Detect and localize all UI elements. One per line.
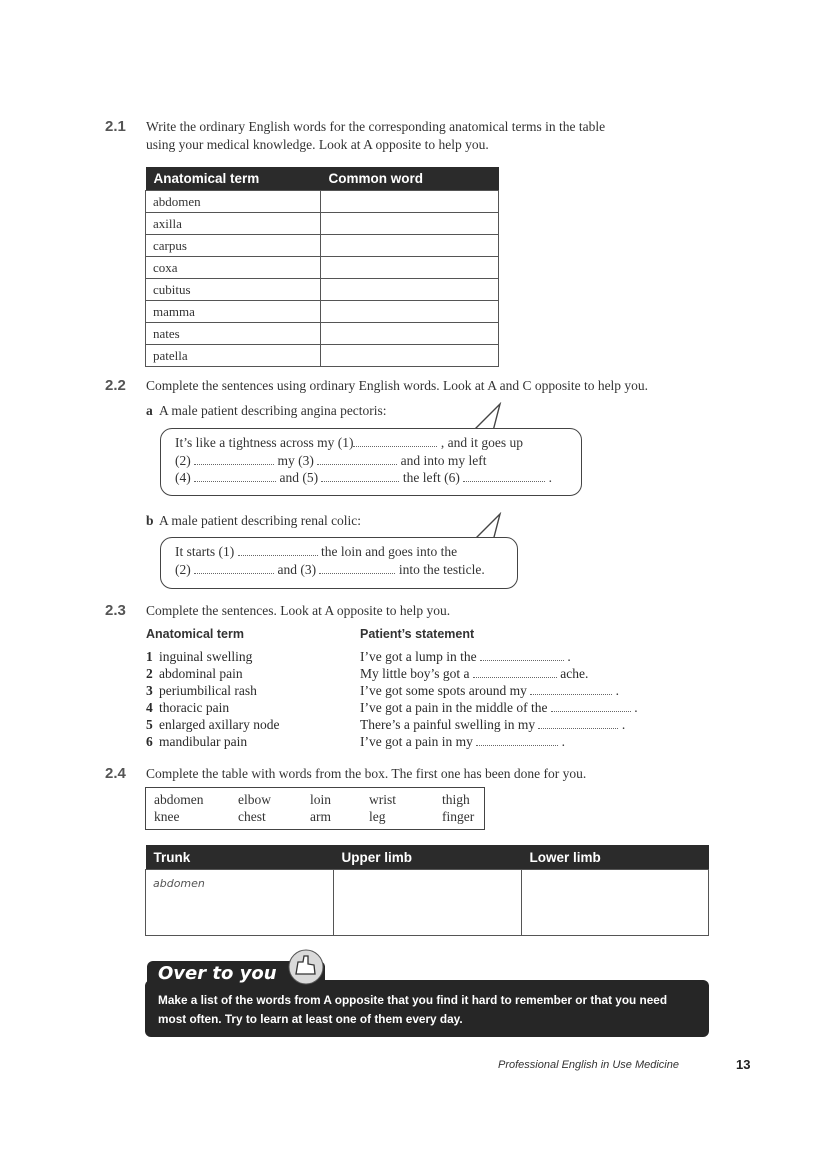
answer-cell[interactable]	[321, 323, 499, 345]
term-text: abdominal pain	[159, 666, 243, 681]
answer-cell[interactable]	[321, 235, 499, 257]
pointing-hand-icon	[286, 948, 326, 986]
table-row	[146, 257, 499, 279]
answer-blank[interactable]	[238, 544, 318, 556]
term-cell: coxa	[146, 257, 321, 279]
table-header: Trunk	[146, 845, 334, 870]
item-text: A male patient describing angina pectoris:	[159, 403, 387, 418]
exercise-number: 2.2	[105, 377, 126, 394]
statement: There’s a painful swelling in my .	[360, 717, 626, 732]
anatomical-terms-table	[145, 167, 499, 367]
instruction-line: Complete the sentences using ordinary English words. Look at A and C opposite to help you.	[146, 378, 649, 393]
list-item: 1 inguinal swelling I’ve got a lump in the .	[146, 649, 571, 664]
bubble-text: .	[548, 470, 552, 485]
box-word: knee	[154, 809, 180, 824]
statement: My little boy’s got a ache.	[360, 666, 589, 681]
statement: I’ve got some spots around my .	[360, 683, 619, 698]
box-word: arm	[310, 809, 331, 824]
column-heading: Anatomical term	[146, 627, 244, 641]
table-row	[146, 213, 499, 235]
answer-cell[interactable]	[321, 213, 499, 235]
box-word: wrist	[369, 792, 396, 807]
bubble-line	[175, 544, 457, 560]
speech-bubble	[160, 537, 518, 589]
term-cell: cubitus	[146, 279, 321, 301]
answer-cell[interactable]	[146, 870, 334, 936]
bubble-line	[175, 453, 486, 469]
answer-blank[interactable]	[194, 453, 274, 465]
bubble-text: (4)	[175, 470, 191, 485]
item-label: a	[146, 403, 153, 418]
column-heading: Patient’s statement	[360, 627, 475, 641]
list-item: 5 enlarged axillary node There’s a painful swelling in my .	[146, 717, 626, 732]
statement: I’ve got a pain in the middle of the .	[360, 700, 638, 715]
matching-list	[146, 649, 706, 751]
page-number: 13	[736, 1057, 751, 1072]
word-box	[145, 787, 485, 830]
speech-bubble	[160, 428, 582, 496]
answer-blank[interactable]	[530, 683, 612, 695]
exercise-number: 2.1	[105, 118, 126, 135]
box-word: abdomen	[154, 792, 204, 807]
term-text: thoracic pain	[159, 700, 230, 715]
answer-blank[interactable]	[317, 453, 397, 465]
answer-blank[interactable]	[463, 470, 545, 482]
over-to-you-title: Over to you	[158, 963, 277, 984]
statement: I’ve got a lump in the .	[360, 649, 571, 664]
bubble-text: It’s like a tightness across my (1)	[175, 435, 354, 450]
list-item: 4 thoracic pain I’ve got a pain in the middle of the .	[146, 700, 638, 715]
table-header: Common word	[321, 167, 499, 191]
bubble-text: and (3)	[277, 562, 317, 577]
bubble-text: (2)	[175, 562, 191, 577]
table-row	[146, 191, 499, 213]
statement: I’ve got a pain in my .	[360, 734, 565, 749]
bubble-text: (2)	[175, 453, 191, 468]
table-row	[146, 301, 499, 323]
list-item: 6 mandibular pain I’ve got a pain in my .	[146, 734, 565, 749]
instruction-line: Complete the sentences. Look at A opposite to help you.	[146, 603, 451, 618]
table-header: Upper limb	[334, 845, 522, 870]
box-word: chest	[238, 809, 266, 824]
answer-blank[interactable]	[551, 700, 631, 712]
table-header: Lower limb	[522, 845, 709, 870]
table-row	[146, 235, 499, 257]
bubble-line	[175, 562, 485, 578]
table-header: Anatomical term	[146, 167, 321, 191]
term-text: enlarged axillary node	[159, 717, 280, 732]
term-cell: mamma	[146, 301, 321, 323]
bubble-text: the loin and goes into the	[320, 544, 458, 559]
bubble-text: the left (6)	[402, 470, 460, 485]
term-cell: axilla	[146, 213, 321, 235]
answer-blank[interactable]	[473, 666, 557, 678]
box-word: finger	[442, 809, 475, 824]
item-text: A male patient describing renal colic:	[159, 513, 362, 528]
term-text: mandibular pain	[159, 734, 248, 749]
instruction-line: Complete the table with words from the box. The first one has been done for you.	[146, 766, 587, 781]
answer-blank[interactable]	[194, 470, 276, 482]
example-answer: abdomen	[153, 877, 205, 890]
item-label: b	[146, 513, 154, 528]
box-word: leg	[369, 809, 386, 824]
bubble-text: and into my left	[400, 453, 487, 468]
term-cell: nates	[146, 323, 321, 345]
list-item: 2 abdominal pain My little boy’s got a ache.	[146, 666, 589, 681]
term-cell: carpus	[146, 235, 321, 257]
answer-cell[interactable]	[321, 345, 499, 367]
term-cell: abdomen	[146, 191, 321, 213]
table-row	[146, 323, 499, 345]
table-row	[146, 279, 499, 301]
over-to-you-text: Make a list of the words from A opposite that you find it hard to remember or that you need most often. Try to learn at least one of them every day.	[158, 993, 668, 1026]
answer-blank[interactable]	[538, 717, 618, 729]
answer-cell[interactable]	[321, 191, 499, 213]
answer-blank[interactable]	[321, 470, 399, 482]
list-item: 3 periumbilical rash I’ve got some spots around my .	[146, 683, 619, 698]
bubble-line	[175, 435, 523, 451]
bubble-text: my (3)	[277, 453, 314, 468]
exercise-number: 2.4	[105, 765, 126, 782]
answer-cell[interactable]	[321, 257, 499, 279]
table-row	[146, 345, 499, 367]
bubble-text: , and it goes up	[440, 435, 523, 450]
bubble-text: into the testicle.	[398, 562, 485, 577]
answer-cell[interactable]	[334, 870, 522, 936]
answer-blank[interactable]	[480, 649, 564, 661]
answer-cell[interactable]	[321, 301, 499, 323]
box-word: elbow	[238, 792, 271, 807]
instruction-line: Write the ordinary English words for the corresponding anatomical terms in the table	[146, 119, 606, 134]
instruction-line: using your medical knowledge. Look at A opposite to help you.	[146, 137, 489, 152]
box-word: thigh	[442, 792, 470, 807]
answer-blank[interactable]	[353, 435, 437, 447]
answer-blank[interactable]	[194, 562, 274, 574]
answer-blank[interactable]	[319, 562, 395, 574]
bubble-text: and (5)	[279, 470, 319, 485]
bubble-line	[175, 470, 552, 486]
answer-blank[interactable]	[476, 734, 558, 746]
answer-cell[interactable]	[522, 870, 709, 936]
limb-table	[145, 845, 709, 936]
table-row	[146, 870, 709, 936]
bubble-text: It starts (1)	[175, 544, 235, 559]
book-title: Professional English in Use Medicine	[498, 1059, 679, 1071]
term-cell: patella	[146, 345, 321, 367]
answer-cell[interactable]	[321, 279, 499, 301]
box-word: loin	[310, 792, 332, 807]
term-text: periumbilical rash	[159, 683, 257, 698]
term-text: inguinal swelling	[159, 649, 253, 664]
exercise-number: 2.3	[105, 602, 126, 619]
